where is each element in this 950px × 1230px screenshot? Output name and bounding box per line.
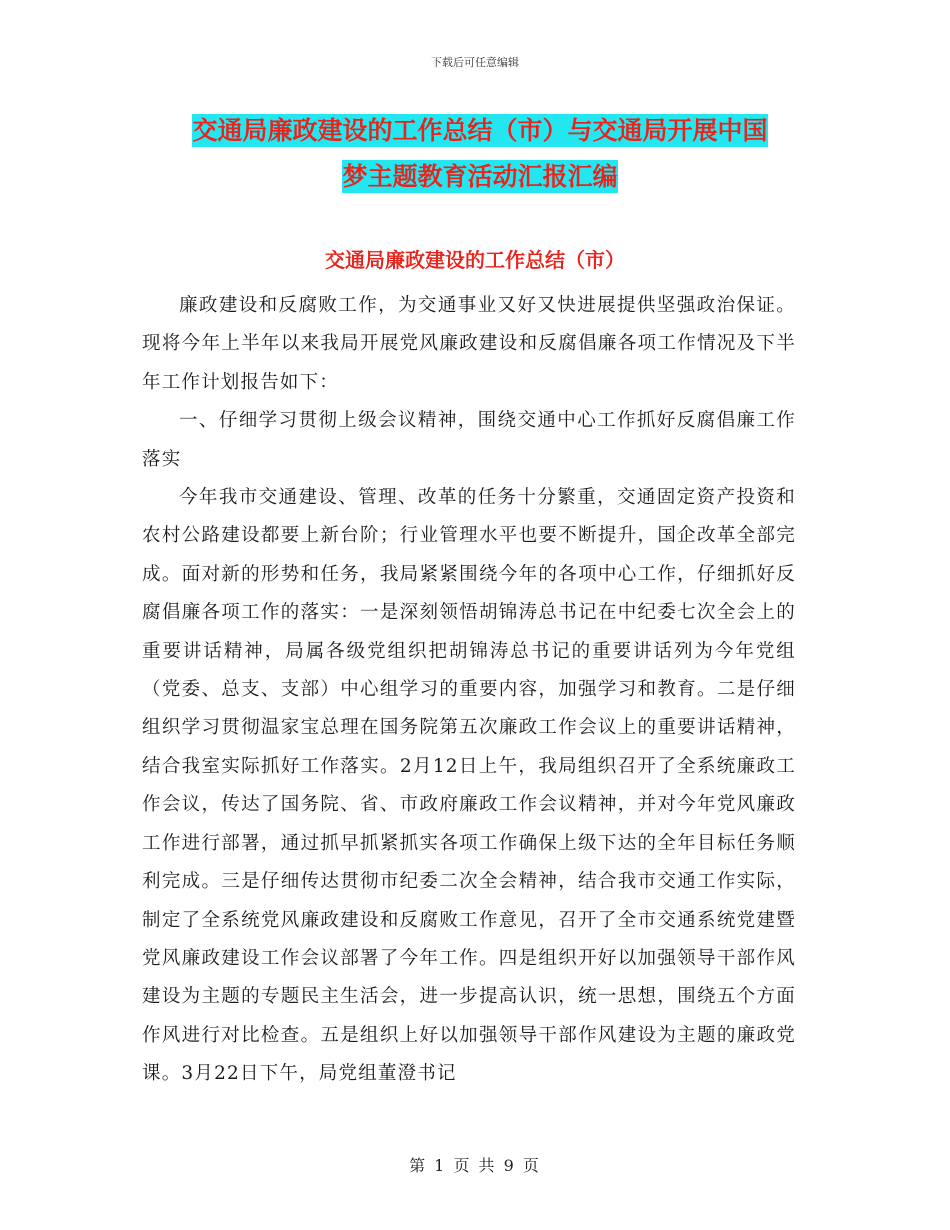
- section-title: 交通局廉政建设的工作总结（市）: [325, 248, 625, 272]
- paragraph-intro: 廉政建设和反腐败工作，为交通事业又好又快进展提供坚强政治保证。现将今年上半年以来我局开展党风廉政建设和反腐倡廉各项工作情况及下半年工作计划报告如下：: [142, 295, 796, 393]
- paragraph-body-1: 今年我市交通建设、管理、改革的任务十分繁重，交通固定资产投资和农村公路建设都要上新台阶；行业管理水平也要不断提升，国企改革全部完成。面对新的形势和任务，我局紧紧围绕今年的各项中心工作，仔细抓好反腐倡廉各项工作的落实：一是深刻领悟胡锦涛总书记在中纪委七次全会上的重要讲话精神，局属各级党组织把胡锦涛总书记的重要讲话列为今年党组（党委、总支、支部）中心组学习的重要内容，加强学习和教育。二是仔细组织学习贯彻温家宝总理在国务院第五次廉政工作会议上的重要讲话精神，结合我室实际抓好工作落实。2月12日上午，我局组织召开了全系统廉政工作会议，传达了国务院、省、市政府廉政工作会议精神，并对今年党风廉政工作进行部署，通过抓早抓紧抓实各项工作确保上级下达的全年目标任务顺利完成。三是仔细传达贯彻市纪委二次全会精神，结合我市交通工作实际，制定了全系统党风廉政建设和反腐败工作意见，召开了全市交通系统党建暨党风廉政建设工作会议部署了今年工作。四是组织开好以加强领导干部作风建设为主题的专题民主生活会，进一步提高认识，统一思想，围绕五个方面作风进行对比检查。五是组织上好以加强领导干部作风建设为主题的廉政党课。3月22日下午，局党组董澄书记: [142, 487, 796, 1085]
- document-body: [142, 287, 796, 1094]
- paragraph-heading-1: 一、仔细学习贯彻上级会议精神，围绕交通中心工作抓好反腐倡廉工作落实: [142, 410, 796, 470]
- document-title-line1: 交通局廉政建设的工作总结（市）与交通局开展中国: [192, 116, 768, 145]
- header-note: 下载后可任意编辑: [431, 56, 519, 69]
- document-title: [140, 108, 820, 200]
- document-title-line2: 梦主题教育活动汇报汇编: [342, 162, 618, 191]
- page-number-footer: 第 1 页 共 9 页: [409, 1156, 541, 1175]
